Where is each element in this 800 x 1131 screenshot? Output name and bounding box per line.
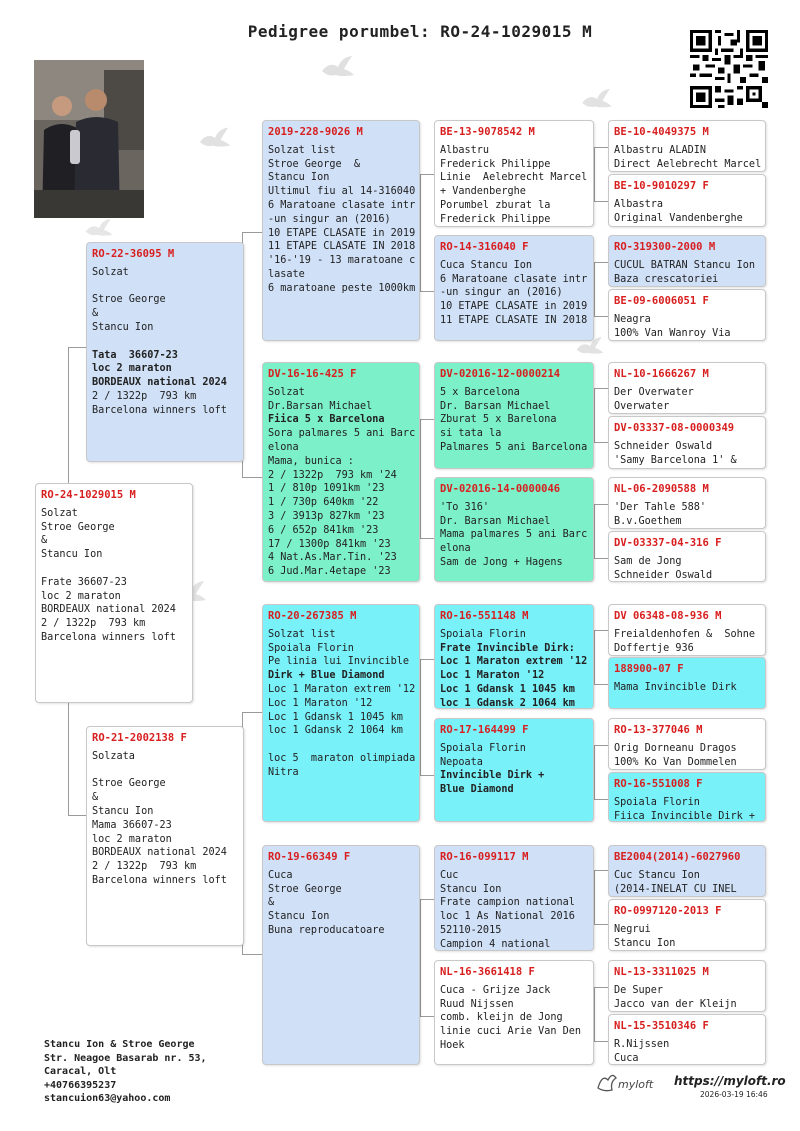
card-line: Loc 1 Maraton extrem '12 — [440, 656, 588, 668]
card-ggg5[interactable] — [608, 362, 766, 414]
card-line: Spoiala Florin — [440, 628, 526, 640]
card-line: Fiica Invincible Dirk + — [614, 810, 756, 822]
card-line: Albastra — [614, 198, 664, 210]
card-line: Stroe George — [41, 521, 115, 533]
card-line: 2 / 1322p 793 km — [92, 390, 197, 402]
connector-line — [594, 442, 608, 443]
card-line: Stroe George — [268, 883, 342, 895]
connector-line — [594, 388, 608, 389]
card-lines — [268, 628, 414, 780]
card-line — [92, 280, 238, 294]
card-line: 3 / 3913p 827km '23 — [268, 510, 385, 522]
connector-line — [594, 388, 595, 442]
card-lines — [268, 144, 414, 296]
card-line: Tata 36607-23 — [92, 349, 178, 361]
card-line: & — [92, 308, 99, 320]
card-line: 1 / 730p 640km '22 — [268, 497, 379, 509]
connector-line — [594, 870, 595, 924]
card-lines — [268, 869, 414, 938]
card-line: Nepoata — [440, 756, 483, 768]
card-line: si tata la — [440, 428, 502, 440]
card-lines — [92, 750, 238, 888]
card-line: Barcelona winners loft — [92, 874, 227, 886]
dove-icon — [84, 218, 114, 240]
page-title: Pedigree porumbel: RO-24-1029015 M — [247, 22, 593, 41]
card-line: Overwater — [614, 400, 670, 412]
connector-line — [420, 775, 434, 776]
card-ggg4[interactable] — [608, 289, 766, 341]
card-ggg16[interactable] — [608, 1014, 766, 1065]
card-line: Frederick Philippe — [440, 158, 551, 170]
card-line — [268, 738, 414, 752]
card-lines — [92, 266, 238, 418]
card-line: comb. kleijn de Jong — [440, 1012, 563, 1024]
card-line: Nitra — [268, 766, 299, 778]
card-lines — [440, 259, 588, 328]
card-line: + Vandenberghe — [440, 186, 526, 198]
card-gg6[interactable] — [434, 718, 594, 822]
card-ggg7[interactable] — [608, 477, 766, 529]
ring-number: NL-06-2090588 M — [614, 483, 709, 495]
ring-number: RO-0997120-2013 F — [614, 905, 722, 917]
card-line: Frate Invincible Dirk: — [440, 642, 575, 654]
card-line: Spoiala Florin — [440, 742, 526, 754]
ring-number: RO-13-377046 M — [614, 724, 703, 736]
connector-line — [68, 347, 86, 348]
connector-line — [242, 712, 262, 713]
connector-line — [420, 174, 421, 291]
card-line: Pe linia lui Invincible — [268, 656, 410, 668]
owner-email[interactable]: stancuion63@yahoo.com — [44, 1093, 171, 1104]
card-ggg15[interactable] — [608, 960, 766, 1012]
card-gg5[interactable] — [434, 604, 594, 709]
card-line: 2 / 1322p 793 km — [92, 861, 197, 873]
connector-line — [420, 174, 434, 175]
owner-photo — [34, 60, 144, 218]
card-lines — [614, 501, 760, 529]
brand-text: myloft — [618, 1078, 654, 1091]
card-ggg2[interactable] — [608, 174, 766, 227]
card-line: elona — [440, 543, 471, 555]
card-line: 6 Jud.Mar.4etape '23 — [268, 566, 391, 578]
card-line: De Super — [614, 984, 664, 996]
card-line: Stroe George & — [268, 158, 361, 170]
card-line: Ruud Nijssen — [440, 998, 514, 1010]
card-line: Frederick Philippe — [440, 213, 551, 225]
connector-line — [594, 745, 608, 746]
ring-number: RO-17-164499 F — [440, 724, 529, 736]
card-lines — [614, 681, 760, 695]
card-line: loc 1 Gdansk 2 1064 km — [440, 697, 575, 709]
card-ggg11[interactable] — [608, 718, 766, 770]
card-lines — [440, 628, 588, 709]
site-link[interactable]: https://myloft.ro — [674, 1074, 786, 1088]
card-line: Linie Aelebrecht Marcel — [440, 172, 588, 184]
ring-number: DV-02016-12-0000214 — [440, 368, 561, 380]
connector-line — [594, 504, 608, 505]
card-line: Barcelona winners loft — [92, 404, 227, 416]
card-line: 52110-2015 — [440, 924, 502, 936]
connector-line — [420, 899, 421, 1016]
ring-number: RO-22-36095 M — [92, 248, 175, 260]
card-line: Hoek — [440, 1039, 465, 1051]
card-line: Fiica 5 x Barcelona — [268, 414, 385, 426]
card-line: Stroe George — [92, 778, 166, 790]
ring-number: NL-13-3311025 M — [614, 966, 709, 978]
ring-number: BE2004(2014)-6027960 — [614, 851, 741, 863]
card-line: Cuc — [440, 869, 459, 881]
card-line: Baza crescatoriei — [614, 273, 719, 285]
card-gg8[interactable] — [434, 960, 594, 1065]
print-date: 2026-03-19 16:46 — [700, 1090, 768, 1099]
card-line: Frate campion national — [440, 897, 575, 909]
card-line: Campion 4 national — [440, 938, 551, 950]
ring-number: RO-21-2002138 F — [92, 732, 187, 744]
card-line: Spoiala Florin — [614, 796, 700, 808]
card-lines — [614, 923, 760, 951]
connector-line — [420, 659, 421, 775]
card-line: Neagra — [614, 313, 651, 325]
card-line: Loc 1 Gdansk 1 1045 km — [440, 683, 575, 695]
card-line: Porumbel zburat la — [440, 199, 551, 211]
ring-number: RO-16-099117 M — [440, 851, 529, 863]
card-line: 'To 316' — [440, 501, 490, 513]
card-lines — [614, 628, 760, 656]
card-line: Loc 1 Maraton '12 — [440, 670, 545, 682]
card-line: Sam de Jong — [614, 555, 682, 567]
card-ggg1[interactable] — [608, 120, 766, 172]
owner-phone: +40766395237 — [44, 1079, 117, 1091]
connector-line — [594, 987, 608, 988]
card-g-sd[interactable] — [262, 362, 420, 582]
card-gg3[interactable] — [434, 362, 594, 469]
ring-number: BE-10-4049375 M — [614, 126, 709, 138]
card-line: Mama Invincible Dirk — [614, 681, 737, 693]
connector-line — [594, 684, 608, 685]
connector-line — [68, 347, 69, 483]
ring-number: DV-03337-04-316 F — [614, 537, 722, 549]
card-line: Ultimul fiu al 14-316040 — [268, 186, 416, 198]
connector-line — [594, 630, 595, 684]
card-ggg10[interactable] — [608, 657, 766, 709]
card-lines — [614, 386, 760, 414]
card-line: 2 / 1322p 793 km '24 — [268, 469, 397, 481]
card-line: Stancu Ion — [268, 172, 330, 184]
connector-line — [420, 1016, 434, 1017]
card-lines — [614, 742, 760, 770]
card-line: Stroe George — [92, 294, 166, 306]
connector-line — [594, 745, 595, 799]
connector-line — [594, 147, 595, 201]
card-line: Jacco van der Kleijn — [614, 998, 737, 1010]
card-ggg9[interactable] — [608, 604, 766, 656]
card-ggg3[interactable] — [608, 235, 766, 287]
card-line: 6 Maratoane clasate intr — [440, 273, 588, 285]
connector-line — [420, 291, 434, 292]
card-line: Albastru — [440, 144, 490, 156]
card-gg1[interactable] — [434, 120, 594, 227]
connector-line — [594, 147, 608, 148]
card-line — [92, 764, 238, 778]
card-line: Sam de Jong + Hagens — [440, 556, 563, 568]
card-line: Original Vandenberghe — [614, 212, 743, 224]
card-line: -un singur an (2016) — [268, 213, 391, 225]
card-line: Loc 1 Maraton extrem '12 — [268, 683, 416, 695]
card-line: loc 2 maraton — [92, 833, 172, 845]
card-line: 6 / 652p 841km '23 — [268, 524, 379, 536]
ring-number: RO-20-267385 M — [268, 610, 357, 622]
card-line: Stancu Ion — [268, 911, 330, 923]
card-line: CUCUL BATRAN Stancu Ion — [614, 259, 756, 271]
card-lines — [614, 198, 760, 226]
card-line: Albastru ALADIN — [614, 144, 707, 156]
connector-line — [594, 316, 608, 317]
card-dam[interactable] — [86, 726, 244, 946]
connector-line — [594, 262, 608, 263]
ring-number: RO-16-551008 F — [614, 778, 703, 790]
card-subject[interactable] — [35, 483, 193, 703]
card-gg4[interactable] — [434, 477, 594, 582]
card-line: Palmares 5 ani Barcelona — [440, 441, 588, 453]
connector-line — [594, 201, 608, 202]
connector-line — [420, 899, 434, 900]
card-line: Solzat — [92, 266, 129, 278]
ring-number: 188900-07 F — [614, 663, 684, 675]
connector-line — [594, 1041, 608, 1042]
card-line: BORDEAUX national 2024 — [92, 377, 227, 389]
card-line: loc 1 Gdansk 2 1064 km — [268, 725, 403, 737]
connector-line — [420, 419, 434, 420]
card-line: linie cuci Arie Van Den — [440, 1026, 582, 1038]
card-line: Mama palmares 5 ani Barc — [440, 529, 588, 541]
card-ggg12[interactable] — [608, 772, 766, 822]
connector-line — [594, 558, 608, 559]
card-lines — [614, 796, 760, 822]
card-g-ss[interactable] — [262, 120, 420, 341]
card-line: 10 ETAPE CLASATE in 2019 — [440, 301, 588, 313]
card-line: loc 2 maraton — [41, 590, 121, 602]
card-line: Dr. Barsan Michael — [440, 400, 551, 412]
card-line: loc 1 As National 2016 — [440, 911, 575, 923]
card-line: Solzat — [268, 386, 305, 398]
card-line: Cuc Stancu Ion — [614, 869, 700, 881]
card-line: & — [41, 535, 48, 547]
connector-line — [594, 924, 608, 925]
card-lines — [614, 984, 760, 1012]
ring-number: RO-24-1029015 M — [41, 489, 136, 501]
card-line: Stancu Ion — [614, 937, 676, 949]
card-line: Stancu Ion — [92, 321, 154, 333]
card-lines — [614, 555, 760, 582]
card-line: Zburat 5 x Barelona — [440, 414, 557, 426]
card-line: Mama 36607-23 — [92, 819, 172, 831]
card-line: Cuca — [614, 1052, 639, 1064]
card-line: Stancu Ion — [440, 883, 502, 895]
card-line: 4 Nat.As.Mar.Tin. '23 — [268, 552, 397, 564]
card-line: loc 2 maraton — [92, 363, 172, 375]
card-line: Dr.Barsan Michael — [268, 400, 373, 412]
card-lines — [614, 144, 760, 172]
card-lines — [614, 1038, 760, 1065]
card-line: Spoiala Florin — [268, 642, 354, 654]
card-line: 'Samy Barcelona 1' & — [614, 454, 737, 466]
card-line: Stancu Ion — [92, 805, 154, 817]
card-line: Direct Aelebrecht Marcel — [614, 158, 762, 170]
ring-number: 2019-228-9026 M — [268, 126, 363, 138]
card-ggg14[interactable] — [608, 899, 766, 951]
ring-number: RO-319300-2000 M — [614, 241, 716, 253]
card-lines — [440, 742, 588, 797]
card-line: Buna reproducatoare — [268, 924, 385, 936]
qr-code — [690, 30, 768, 108]
dove-icon — [580, 88, 614, 112]
connector-line — [594, 870, 608, 871]
card-line: -un singur an (2016) — [440, 287, 563, 299]
connector-line — [68, 703, 69, 815]
card-line: Invincible Dirk + — [440, 770, 545, 782]
card-lines — [440, 984, 588, 1053]
card-lines — [41, 507, 187, 645]
dove-icon — [198, 126, 232, 152]
connector-line — [242, 477, 262, 478]
connector-line — [420, 659, 434, 660]
ring-number: NL-10-1666267 M — [614, 368, 709, 380]
owner-contact — [44, 1038, 207, 1106]
card-line: Solzat list — [268, 628, 336, 640]
card-line: 'Der Tahle 588' — [614, 501, 707, 513]
ring-number: DV-02016-14-0000046 — [440, 483, 561, 495]
card-line: Cuca - Grijze Jack — [440, 984, 551, 996]
card-g-dd[interactable] — [262, 845, 420, 1065]
card-line: Doffertje 936 — [614, 642, 694, 654]
card-gg2[interactable] — [434, 235, 594, 341]
card-line: 100% Ko Van Dommelen — [614, 756, 737, 768]
card-line: & — [268, 897, 275, 909]
card-line: 6 maratoane peste 1000km — [268, 282, 416, 294]
card-line: 6 Maratoane clasate intr — [268, 199, 416, 211]
ring-number: RO-16-551148 M — [440, 610, 529, 622]
card-line: Solzata — [92, 750, 135, 762]
card-ggg8[interactable] — [608, 531, 766, 582]
card-line: BORDEAUX national 2024 — [92, 847, 227, 859]
card-line: Cuca Stancu Ion — [440, 259, 533, 271]
card-line: Stancu Ion — [41, 549, 103, 561]
card-sire[interactable] — [86, 242, 244, 462]
connector-line — [242, 954, 262, 955]
card-line: lasate — [268, 268, 305, 280]
card-ggg13[interactable] — [608, 845, 766, 897]
ring-number: DV-16-16-425 F — [268, 368, 357, 380]
card-lines — [614, 869, 760, 897]
card-line: Sora palmares 5 ani Barc — [268, 428, 416, 440]
card-line: Solzat list — [268, 144, 336, 156]
card-line: 1 / 810p 1091km '23 — [268, 483, 385, 495]
card-line: B.v.Goethem — [614, 515, 682, 527]
card-lines — [614, 440, 760, 468]
card-line: & — [92, 792, 99, 804]
card-line: Der Overwater — [614, 386, 694, 398]
connector-line — [594, 799, 608, 800]
card-line: Mama, bunica : — [268, 455, 354, 467]
card-line: 100% Van Wanroy Via — [614, 327, 731, 339]
card-line: 17 / 1300p 841km '23 — [268, 538, 391, 550]
card-ggg6[interactable] — [608, 416, 766, 469]
ring-number: DV-03337-08-0000349 — [614, 422, 735, 434]
connector-line — [594, 504, 595, 558]
card-line: Dr. Barsan Michael — [440, 515, 551, 527]
card-line: 5 x Barcelona — [440, 386, 520, 398]
ring-number: RO-19-66349 F — [268, 851, 351, 863]
card-line — [41, 562, 187, 576]
ring-number: NL-16-3661418 F — [440, 966, 535, 978]
owner-city: Caracal, Olt — [44, 1066, 117, 1077]
connector-line — [594, 987, 595, 1041]
card-lines — [440, 869, 588, 951]
ring-number: BE-10-9010297 F — [614, 180, 709, 192]
ring-number: DV 06348-08-936 M — [614, 610, 722, 622]
card-lines — [268, 386, 414, 579]
connector-line — [242, 232, 262, 233]
card-line: Negrui — [614, 923, 651, 935]
card-line: Solzat — [41, 507, 78, 519]
dove-icon — [320, 55, 356, 81]
card-line: Barcelona winners loft — [41, 631, 176, 643]
card-lines — [614, 259, 760, 287]
card-line: 10 ETAPE CLASATE in 2019 — [268, 227, 416, 239]
owner-street: Str. Neagoe Basarab nr. 53, — [44, 1052, 207, 1064]
connector-line — [420, 538, 434, 539]
card-line: Loc 1 Gdansk 1 1045 km — [268, 711, 403, 723]
card-line: '16-'19 - 13 maratoane c — [268, 255, 416, 267]
card-lines — [440, 501, 588, 570]
card-line: (2014-INELAT CU INEL — [614, 883, 737, 895]
card-lines — [440, 144, 588, 227]
card-line: Schneider Oswald — [614, 440, 713, 452]
card-line: R.Nijssen — [614, 1038, 670, 1050]
ring-number: BE-13-9078542 M — [440, 126, 535, 138]
owner-name: Stancu Ion & Stroe George — [44, 1039, 195, 1050]
card-line: Orig Dorneanu Dragos — [614, 742, 737, 754]
card-line: Loc 1 Maraton '12 — [268, 697, 373, 709]
connector-line — [594, 630, 608, 631]
connector-line — [68, 815, 86, 816]
card-lines — [614, 313, 760, 341]
card-line: Frate 36607-23 — [41, 576, 127, 588]
ring-number: NL-15-3510346 F — [614, 1020, 709, 1032]
connector-line — [594, 262, 595, 316]
card-g-ds[interactable] — [262, 604, 420, 822]
card-line: Cuca — [268, 869, 293, 881]
card-gg7[interactable] — [434, 845, 594, 951]
card-line: loc 5 maraton olimpiada — [268, 752, 416, 764]
ring-number: RO-14-316040 F — [440, 241, 529, 253]
card-line: Dirk + Blue Diamond — [268, 670, 385, 682]
card-line: Blue Diamond — [440, 784, 514, 796]
card-lines — [440, 386, 588, 455]
card-line: 2 / 1322p 793 km — [41, 618, 146, 630]
card-line: BORDEAUX national 2024 — [41, 604, 176, 616]
card-line: elona — [268, 441, 299, 453]
connector-line — [420, 419, 421, 538]
myloft-logo — [594, 1070, 664, 1096]
card-line: Freialdenhofen & Sohne — [614, 628, 756, 640]
card-line: 11 ETAPE CLASATE IN 2018 — [440, 314, 588, 326]
card-line: 11 ETAPE CLASATE IN 2018 — [268, 241, 416, 253]
ring-number: BE-09-6006051 F — [614, 295, 709, 307]
card-line: Schneider Oswald — [614, 569, 713, 581]
card-line — [92, 335, 238, 349]
